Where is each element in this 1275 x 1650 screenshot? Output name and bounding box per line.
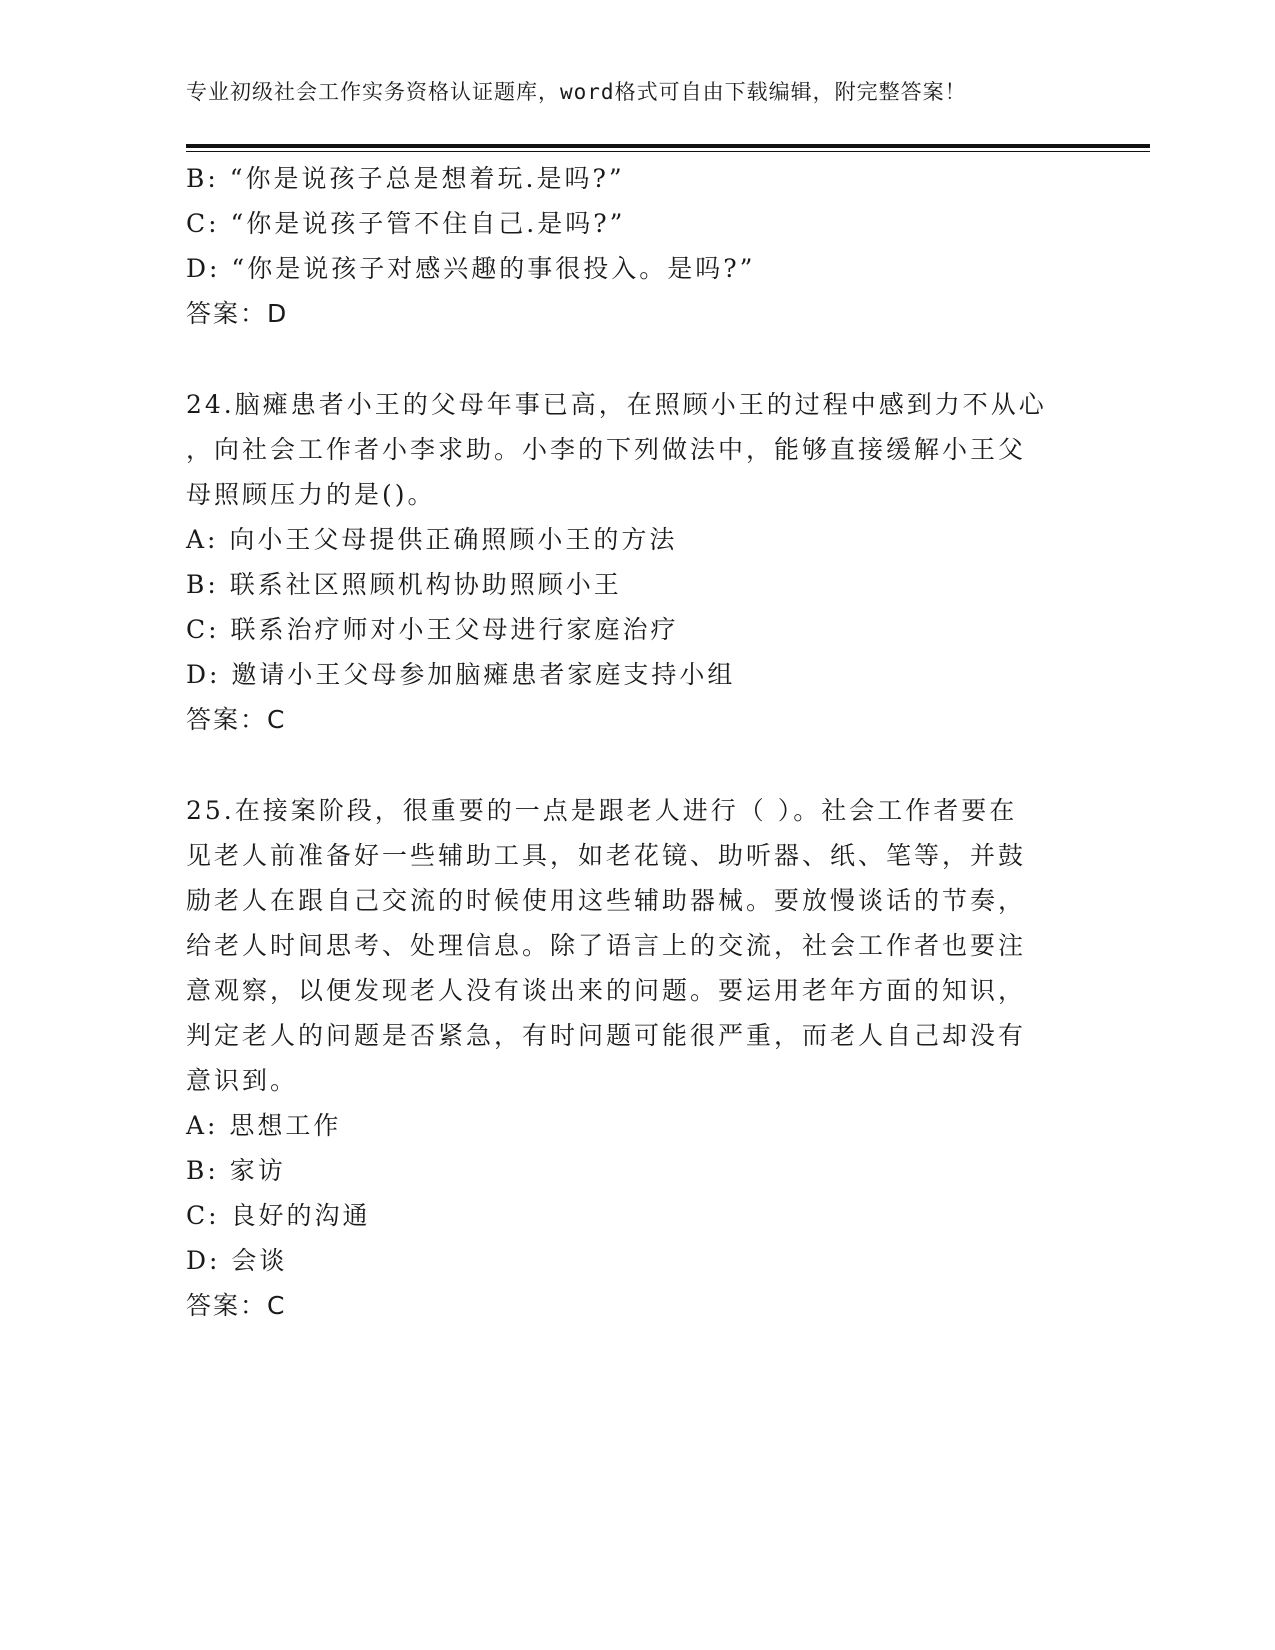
option-d: D: 会谈 <box>186 1246 288 1275</box>
option-a: A: 向小王父母提供正确照顾小王的方法 <box>186 525 678 554</box>
document-header: 专业初级社会工作实务资格认证题库，word格式可自由下载编辑，附完整答案！ <box>186 80 967 104</box>
answer: 答案：C <box>186 705 287 734</box>
answer: 答案：C <box>186 1291 287 1320</box>
question-stem-line: 意识到。 <box>186 1066 299 1095</box>
option-c: C: 良好的沟通 <box>186 1201 371 1230</box>
question-stem-line: 25.在接案阶段，很重要的一点是跟老人进行（ ）。社会工作者要在 <box>186 796 1018 825</box>
question-stem-line: 24.脑瘫患者小王的父母年事已高，在照顾小王的过程中感到力不从心 <box>186 390 1047 419</box>
option-b: B: “你是说孩子总是想着玩.是吗?” <box>186 164 625 193</box>
option-b: B: 家访 <box>186 1156 286 1185</box>
question-23 <box>186 156 1106 336</box>
question-stem-line: 判定老人的问题是否紧急，有时问题可能很严重，而老人自己却没有 <box>186 1021 1027 1050</box>
option-b: B: 联系社区照顾机构协助照顾小王 <box>186 570 622 599</box>
option-d: D: 邀请小王父母参加脑瘫患者家庭支持小组 <box>186 660 736 689</box>
question-stem-line: 意观察，以便发现老人没有谈出来的问题。要运用老年方面的知识， <box>186 976 1027 1005</box>
option-a: A: 思想工作 <box>186 1111 342 1140</box>
question-25 <box>186 788 1106 1328</box>
question-content <box>186 156 1106 1328</box>
answer: 答案：D <box>186 299 289 328</box>
question-stem-line: 给老人时间思考、处理信息。除了语言上的交流，社会工作者也要注 <box>186 931 1027 960</box>
option-c: C: “你是说孩子管不住自己.是吗?” <box>186 209 626 238</box>
header-rule-thick <box>186 144 1150 148</box>
question-stem-line: 励老人在跟自己交流的时候使用这些辅助器械。要放慢谈话的节奏， <box>186 886 1027 915</box>
question-stem-line: 母照顾压力的是()。 <box>186 480 436 509</box>
option-d: D: “你是说孩子对感兴趣的事很投入。是吗?” <box>186 254 756 283</box>
question-24 <box>186 382 1106 742</box>
header-rule-thin <box>186 151 1150 152</box>
question-stem-line: 见老人前准备好一些辅助工具，如老花镜、助听器、纸、笔等，并鼓 <box>186 841 1027 870</box>
option-c: C: 联系治疗师对小王父母进行家庭治疗 <box>186 615 679 644</box>
question-stem-line: ，向社会工作者小李求助。小李的下列做法中，能够直接缓解小王父 <box>186 435 1027 464</box>
